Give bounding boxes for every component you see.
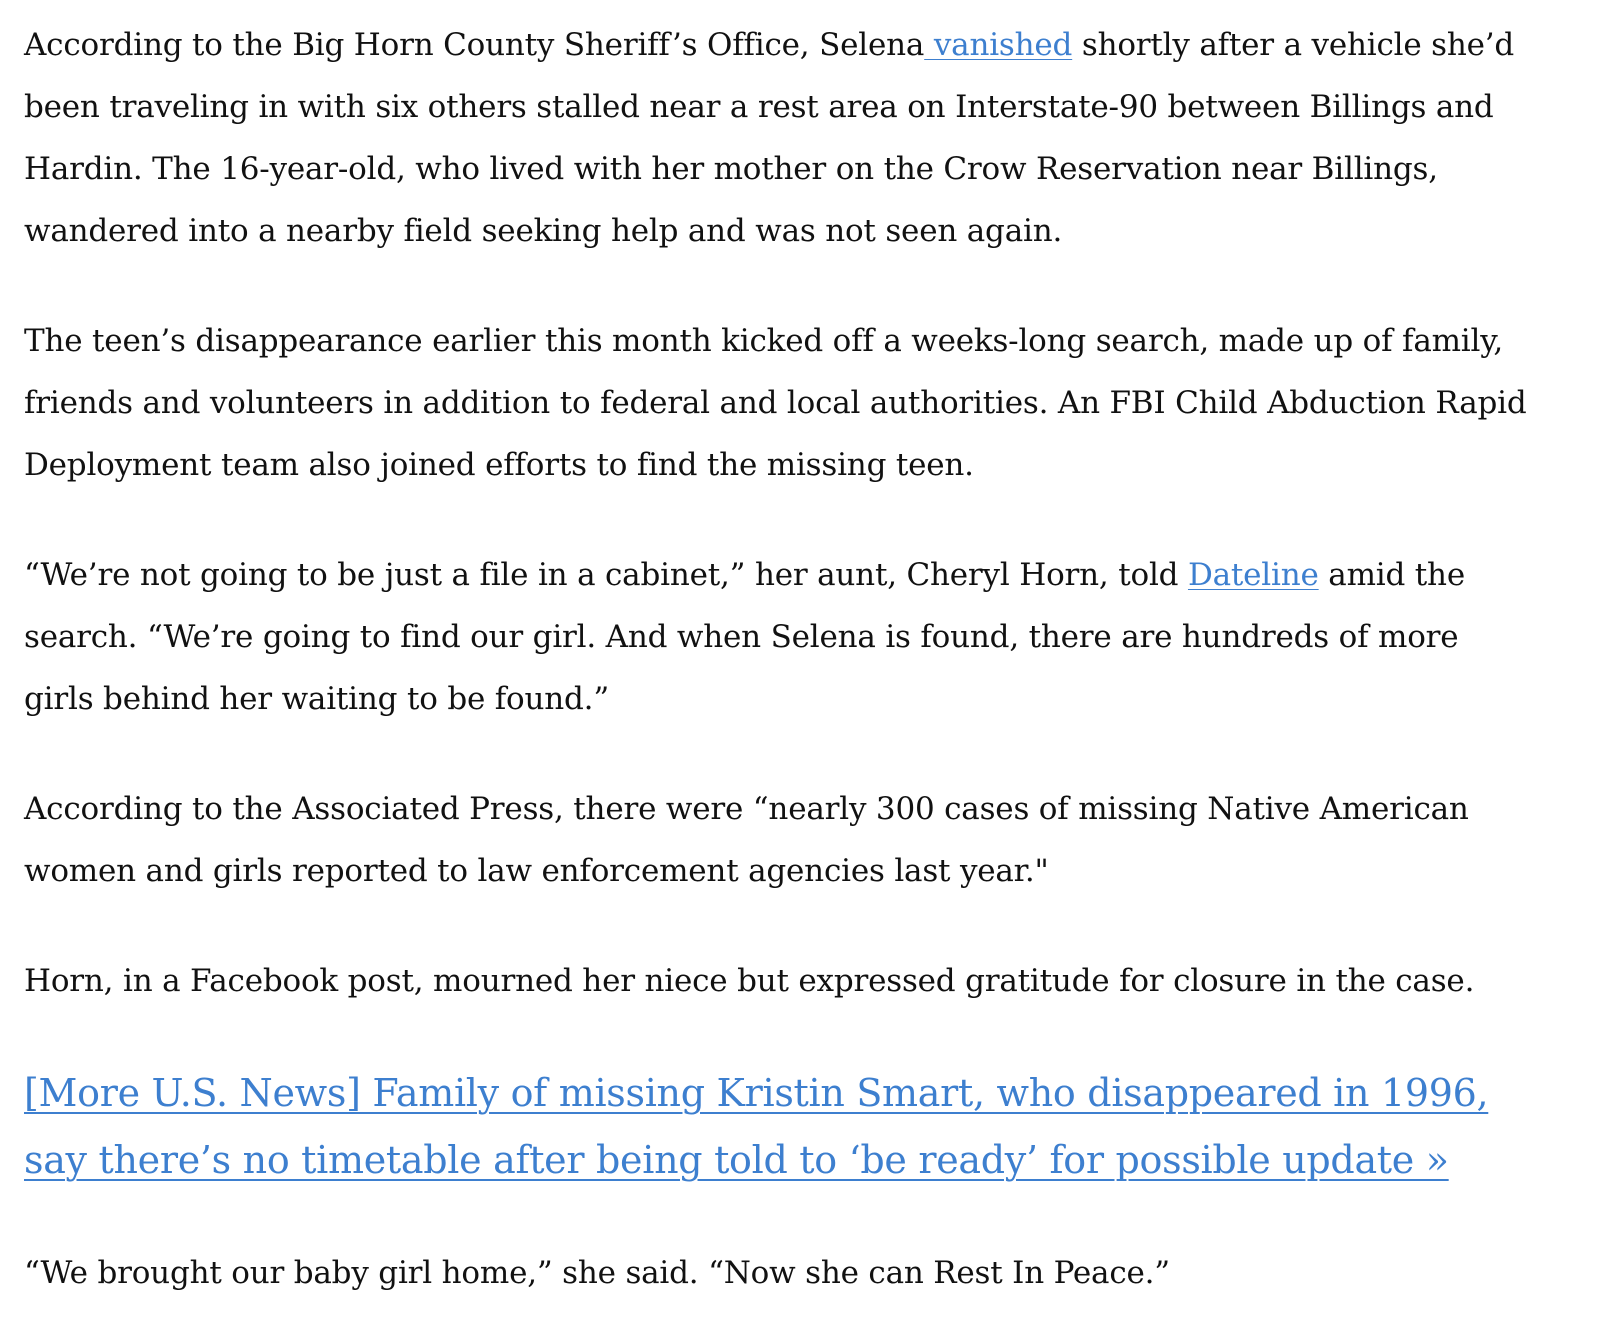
paragraph-aunt-quote [24,544,1528,730]
paragraph-ap-statistic: According to the Associated Press, there were “nearly 300 cases of missing Native American women and girls reported to law enforcement agencies last year." [24,791,1469,889]
paragraph-facebook-post: Horn, in a Facebook post, mourned her niece but expressed gratitude for closure in the case. [24,963,1475,999]
paragraph-text: shortly after a vehicle she’d been traveling in with six others stalled near a rest area on Interstate-90 between Billings and Hardin. The 16-year-old, who lived with her mother on the Crow Reservation near Billings, wandered into a nearby field seeking help and was not seen again. [24,27,1515,249]
paragraph-text: According to the Big Horn County Sheriff’s Office, Selena [24,27,925,63]
related-story-link[interactable]: [More U.S. News] Family of missing Kristin Smart, who disappeared in 1996, say there’s no timetable after being told to ‘be ready’ for possible update » [24,1071,1489,1182]
paragraph-text: “We’re not going to be just a file in a cabinet,” her aunt, Cheryl Horn, told [24,557,1188,593]
paragraph-closing-quote: “We brought our baby girl home,” she said. “Now she can Rest In Peace.” [24,1255,1170,1291]
paragraph-search: The teen’s disappearance earlier this month kicked off a weeks-long search, made up of family, friends and volunteers in addition to federal and local authorities. An FBI Child Abduction Rapid Deployment team also joined efforts to find the missing teen. [24,323,1527,483]
paragraph-text: amid the search. “We’re going to find our girl. And when Selena is found, there are hundreds of more girls behind her waiting to be found.” [24,557,1465,717]
vanished-link[interactable]: vanished [924,27,1073,63]
related-story [24,1060,1528,1194]
dateline-link[interactable]: Dateline [1187,557,1319,593]
paragraph-sheriff-statement [24,14,1528,262]
